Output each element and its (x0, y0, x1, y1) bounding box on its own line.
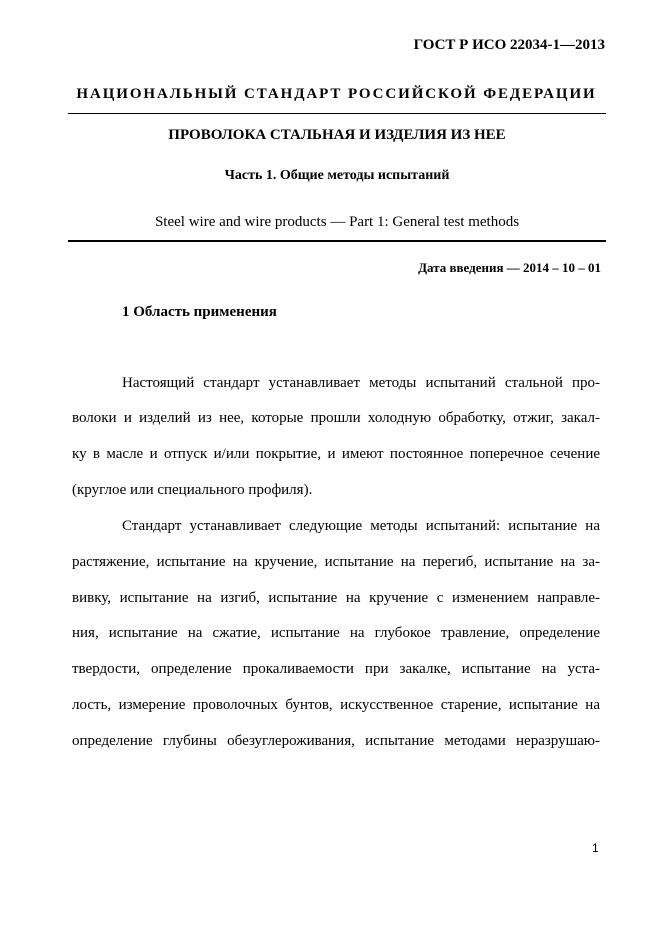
paragraph-1-line: волоки и изделий из нее, которые прошли холодную обработку, отжиг, закал- (72, 410, 600, 426)
national-standard-title: НАЦИОНАЛЬНЫЙ СТАНДАРТ РОССИЙСКОЙ ФЕДЕРАЦИИ (76, 86, 597, 102)
paragraph-1-line: ку в масле и отпуск и/или покрытие, и имеют постоянное поперечное сечение (72, 446, 600, 462)
paragraph-2-line: растяжение, испытание на кручение, испытание на перегиб, испытание на за- (72, 554, 600, 570)
paragraph-2-line: лость, измерение проволочных бунтов, искусственное старение, испытание на (72, 697, 600, 713)
main-title: ПРОВОЛОКА СТАЛЬНАЯ И ИЗДЕЛИЯ ИЗ НЕЕ (168, 127, 506, 143)
section-heading: 1 Область применения (122, 304, 277, 320)
part-title: Часть 1. Общие методы испытаний (224, 168, 450, 183)
document-code: ГОСТ Р ИСО 22034-1—2013 (413, 37, 605, 53)
introduction-date: Дата введения — 2014 – 10 – 01 (418, 260, 601, 275)
bottom-divider (68, 240, 606, 242)
paragraph-2-line: определение глубины обезуглероживания, испытание методами неразрушаю- (72, 733, 600, 749)
paragraph-2-line: твердости, определение прокаливаемости при закалке, испытание на уста- (72, 661, 600, 677)
paragraph-1-line: Настоящий стандарт устанавливает методы испытаний стальной про- (122, 375, 600, 391)
english-title: Steel wire and wire products — Part 1: General test methods (154, 214, 520, 230)
paragraph-2-line: ния, испытание на сжатие, испытание на глубокое травление, определение (72, 625, 600, 641)
paragraph-2-line: Стандарт устанавливает следующие методы испытаний: испытание на (122, 518, 600, 534)
paragraph-1-line: (круглое или специального профиля). (72, 482, 313, 498)
paragraph-2-line: вивку, испытание на изгиб, испытание на кручение с изменением направле- (72, 590, 600, 606)
top-divider (68, 113, 606, 114)
page-number: 1 (592, 841, 599, 855)
